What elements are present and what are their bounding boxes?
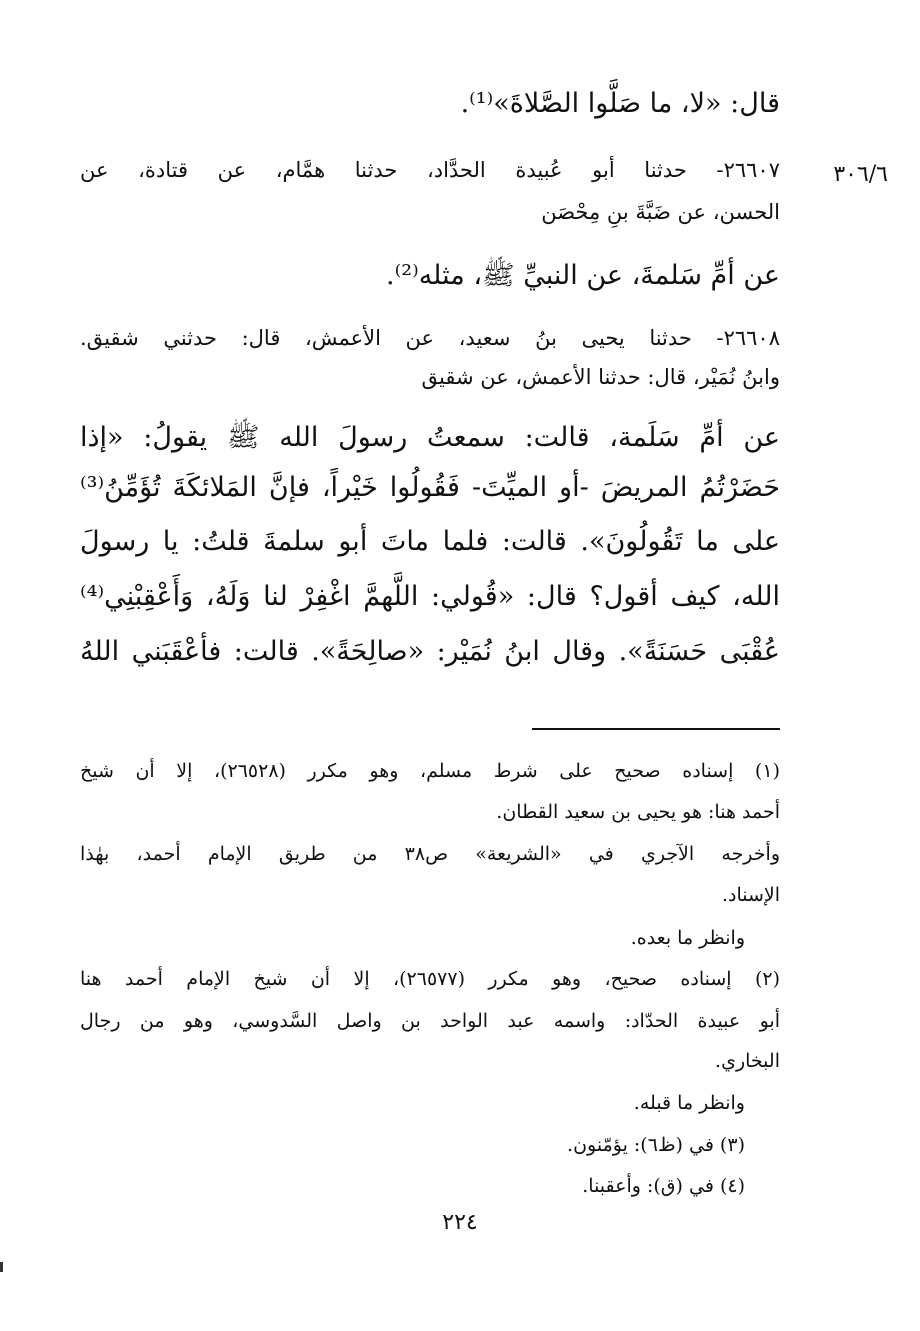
main-text-line: عن أمِّ سَلَمة، قالت: سمعتُ رسولَ الله ﷺ يقولُ: «إذا — [80, 422, 780, 453]
footnote-line: وانظر ما بعده. — [630, 927, 745, 949]
page-number: ٢٢٤ — [442, 1210, 478, 1235]
footnote-line: البخاري. — [715, 1050, 780, 1072]
footnote-line: الإسناد. — [721, 884, 780, 906]
main-text-line: ٢٦٦٠٧- حدثنا أبو عُبيدة الحدَّاد، حدثنا همَّام، عن قتادة، عن — [80, 158, 780, 182]
main-text-line: ٢٦٦٠٨- حدثنا يحيى بنُ سعيد، عن الأعمش، قال: حدثني شقيق. — [80, 326, 780, 350]
footnote-line: أحمد هنا: هو يحيى بن سعيد القطان. — [496, 801, 780, 823]
margin-volume-page-reference: ٣٠٦/٦ — [833, 162, 888, 187]
main-text-line: الحسن، عن ضَبَّةَ بنِ مِحْصَن — [541, 200, 780, 224]
main-text-line: عن أمِّ سَلمةَ، عن النبيِّ ﷺ، مثله⁽²⁾. — [386, 260, 780, 291]
main-text-line: حَضَرْتُمُ المريضَ -أو الميِّتَ- فَقُولُوا خَيْراً، فإنَّ المَلائكَةَ تُؤَمِّنُ⁽³⁾ — [80, 472, 780, 503]
footnote-separator — [532, 728, 780, 730]
footnote-line: (٢) إسناده صحيح، وهو مكرر (٢٦٥٧٧)، إلا أن شيخ الإمام أحمد هنا — [80, 968, 780, 990]
main-text-line: وابنُ نُمَيْر، قال: حدثنا الأعمش، عن شقيق — [421, 365, 780, 389]
footnote-line: وأخرجه الآجري في «الشريعة» ص٣٨ من طريق الإمام أحمد، بهٰذا — [80, 843, 780, 865]
footnote-line: أبو عبيدة الحدّاد: واسمه عبد الواحد بن واصل السَّدوسي، وهو من رجال — [80, 1010, 780, 1032]
footnote-line: وانظر ما قبله. — [633, 1092, 745, 1114]
main-text-line: على ما تَقُولُونَ». قالت: فلما ماتَ أبو سلمةَ قلتُ: يا رسولَ — [80, 526, 780, 557]
main-text-line: الله، كيف أقول؟ قال: «قُولي: اللَّهمَّ اغْفِرْ لنا وَلَهُ، وَأَعْقِبْنِي⁽⁴⁾ — [80, 581, 780, 612]
main-text-line: قال: «لا، ما صَلَّوا الصَّلاةَ»⁽¹⁾. — [460, 88, 780, 119]
scan-edge-mark — [0, 1262, 3, 1272]
footnote-line: (٣) في (ظ٦): يؤمّنون. — [567, 1134, 745, 1156]
footnote-line: (١) إسناده صحيح على شرط مسلم، وهو مكرر (٢٦٥٢٨)، إلا أن شيخ — [80, 760, 780, 782]
main-text-line: عُقْبَى حَسَنَةً». وقال ابنُ نُمَيْر: «صالِحَةً». قالت: فأعْقَبَني اللهُ — [80, 636, 780, 667]
footnote-line: (٤) في (ق): وأعقبنا. — [582, 1175, 745, 1197]
